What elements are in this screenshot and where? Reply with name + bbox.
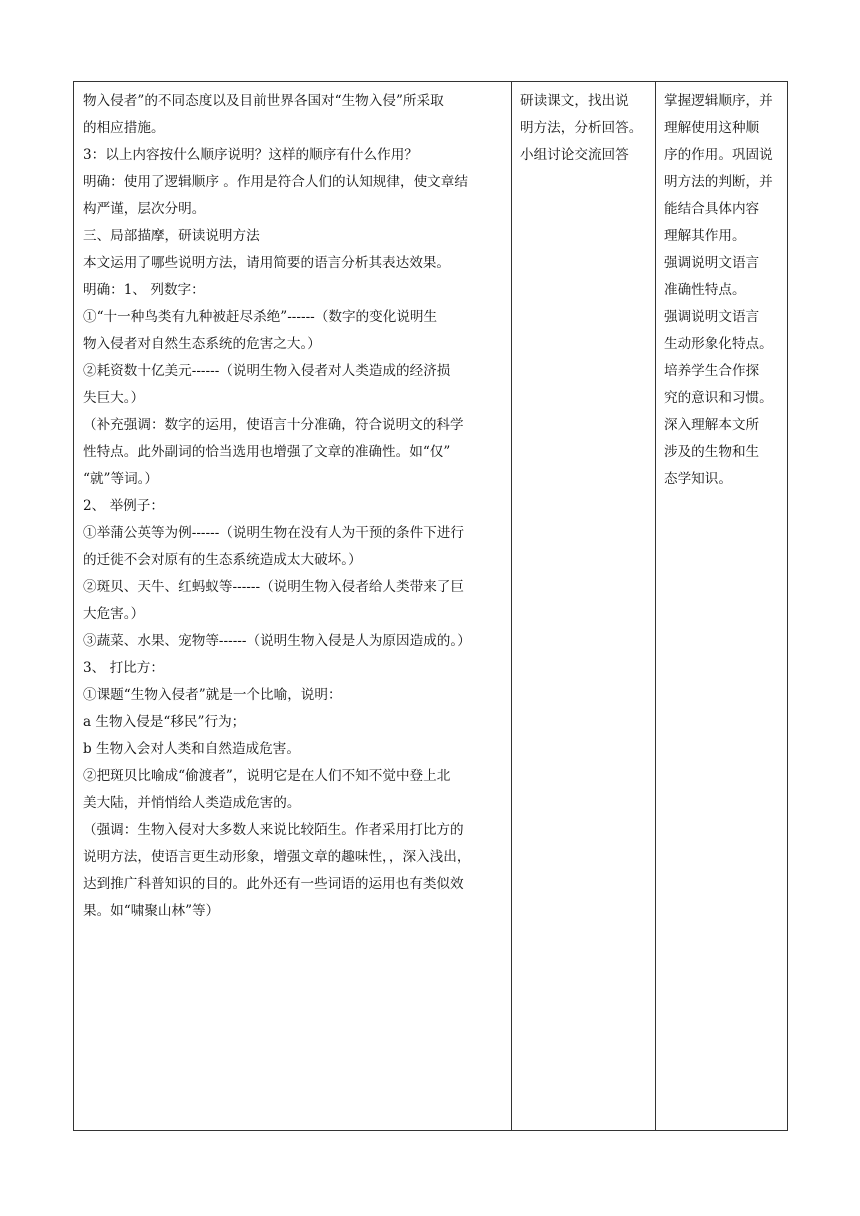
text-line: 物入侵者”的不同态度以及目前世界各国对“生物入侵”所采取 [83,93,444,109]
design-intent-text [656,82,787,493]
text-line: 明确：1、 列数字： [83,282,205,298]
text-line: 说明方法，使语言更生动形象，增强文章的趣味性，，深入浅出， [83,849,471,865]
lesson-plan-table [73,81,788,1131]
text-line: 明确：使用了逻辑顺序 。作用是符合人们的认知规律，使文章结 [83,174,468,190]
text-line: 准确性特点。 [664,282,746,298]
text-line: 3：以上内容按什么顺序说明？这样的顺序有什么作用？ [83,147,418,163]
text-line: 明方法的判断，并 [664,174,773,190]
text-line: “就”等词。） [83,471,159,487]
text-line: 物入侵者对自然生态系统的危害之大。） [83,336,321,352]
text-line: ①课题“生物入侵者”就是一个比喻，说明： [83,687,342,703]
teaching-process-text [74,82,511,925]
text-line: 能结合具体内容 [664,201,760,217]
text-line: 失巨大。） [83,390,145,406]
text-line: 掌握逻辑顺序，并 [664,93,773,109]
text-line: 强调说明文语言 [664,255,760,271]
text-line: 培养学生合作探 [664,363,760,379]
text-line: ②耗资数十亿美元------（说明生物入侵者对人类造成的经济损 [83,363,451,379]
text-line: 研读课文，找出说 [520,93,629,109]
teaching-process-cell [74,82,512,1131]
text-line: 大危害。） [83,606,145,622]
text-line: 理解其作用。 [664,228,746,244]
student-activity-text [512,82,655,169]
text-line: 明方法，分析回答。 [520,120,643,136]
text-line: 究的意识和习惯。 [664,390,773,406]
text-line: a 生物入侵是“移民”行为； [83,714,246,730]
table-row [74,82,788,1131]
text-line: （补充强调：数字的运用，使语言十分准确，符合说明文的科学 [83,417,464,433]
text-line: 理解使用这种顺 [664,120,760,136]
design-intent-cell [656,82,788,1131]
text-line: 态学知识。 [664,471,732,487]
text-line: 3、 打比方： [83,660,164,676]
text-line: 三、局部描摩，研读说明方法 [83,228,260,244]
text-line: 深入理解本文所 [664,417,760,433]
text-line: 2、 举例子： [83,498,164,514]
text-line: 小组讨论交流回答 [520,147,629,163]
text-line: 的迁徙不会对原有的生态系统造成太大破坏。） [83,552,362,568]
text-line: 涉及的生物和生 [664,444,760,460]
text-line: 强调说明文语言 [664,309,760,325]
student-activity-cell [512,82,656,1131]
text-line: 生动形象化特点。 [664,336,773,352]
text-line: b 生物入会对人类和自然造成危害。 [83,741,300,757]
text-line: 本文运用了哪些说明方法，请用简要的语言分析其表达效果。 [83,255,451,271]
text-line: 的相应措施。 [83,120,165,136]
text-line: ①举蒲公英等为例------（说明生物在没有人为干预的条件下进行 [83,525,464,541]
text-line: 达到推广科普知识的目的。此外还有一些词语的运用也有类似效 [83,876,464,892]
text-line: ②斑贝、天牛、红蚂蚁等------（说明生物入侵者给人类带来了巨 [83,579,464,595]
text-line: ③蔬菜、水果、宠物等------（说明生物入侵是人为原因造成的。） [83,633,471,649]
text-line: ①“十一种鸟类有九种被赶尽杀绝”------（数字的变化说明生 [83,309,438,325]
text-line: ②把斑贝比喻成“偷渡者”，说明它是在人们不知不觉中登上北 [83,768,451,784]
text-line: 美大陆，并悄悄给人类造成危害的。 [83,795,301,811]
text-line: （强调：生物入侵对大多数人来说比较陌生。作者采用打比方的 [83,822,464,838]
text-line: 果。如“啸聚山林”等） [83,903,220,919]
text-line: 序的作用。巩固说 [664,147,773,163]
text-line: 性特点。此外副词的恰当选用也增强了文章的准确性。如“仅” [83,444,451,460]
text-line: 构严谨，层次分明。 [83,201,206,217]
